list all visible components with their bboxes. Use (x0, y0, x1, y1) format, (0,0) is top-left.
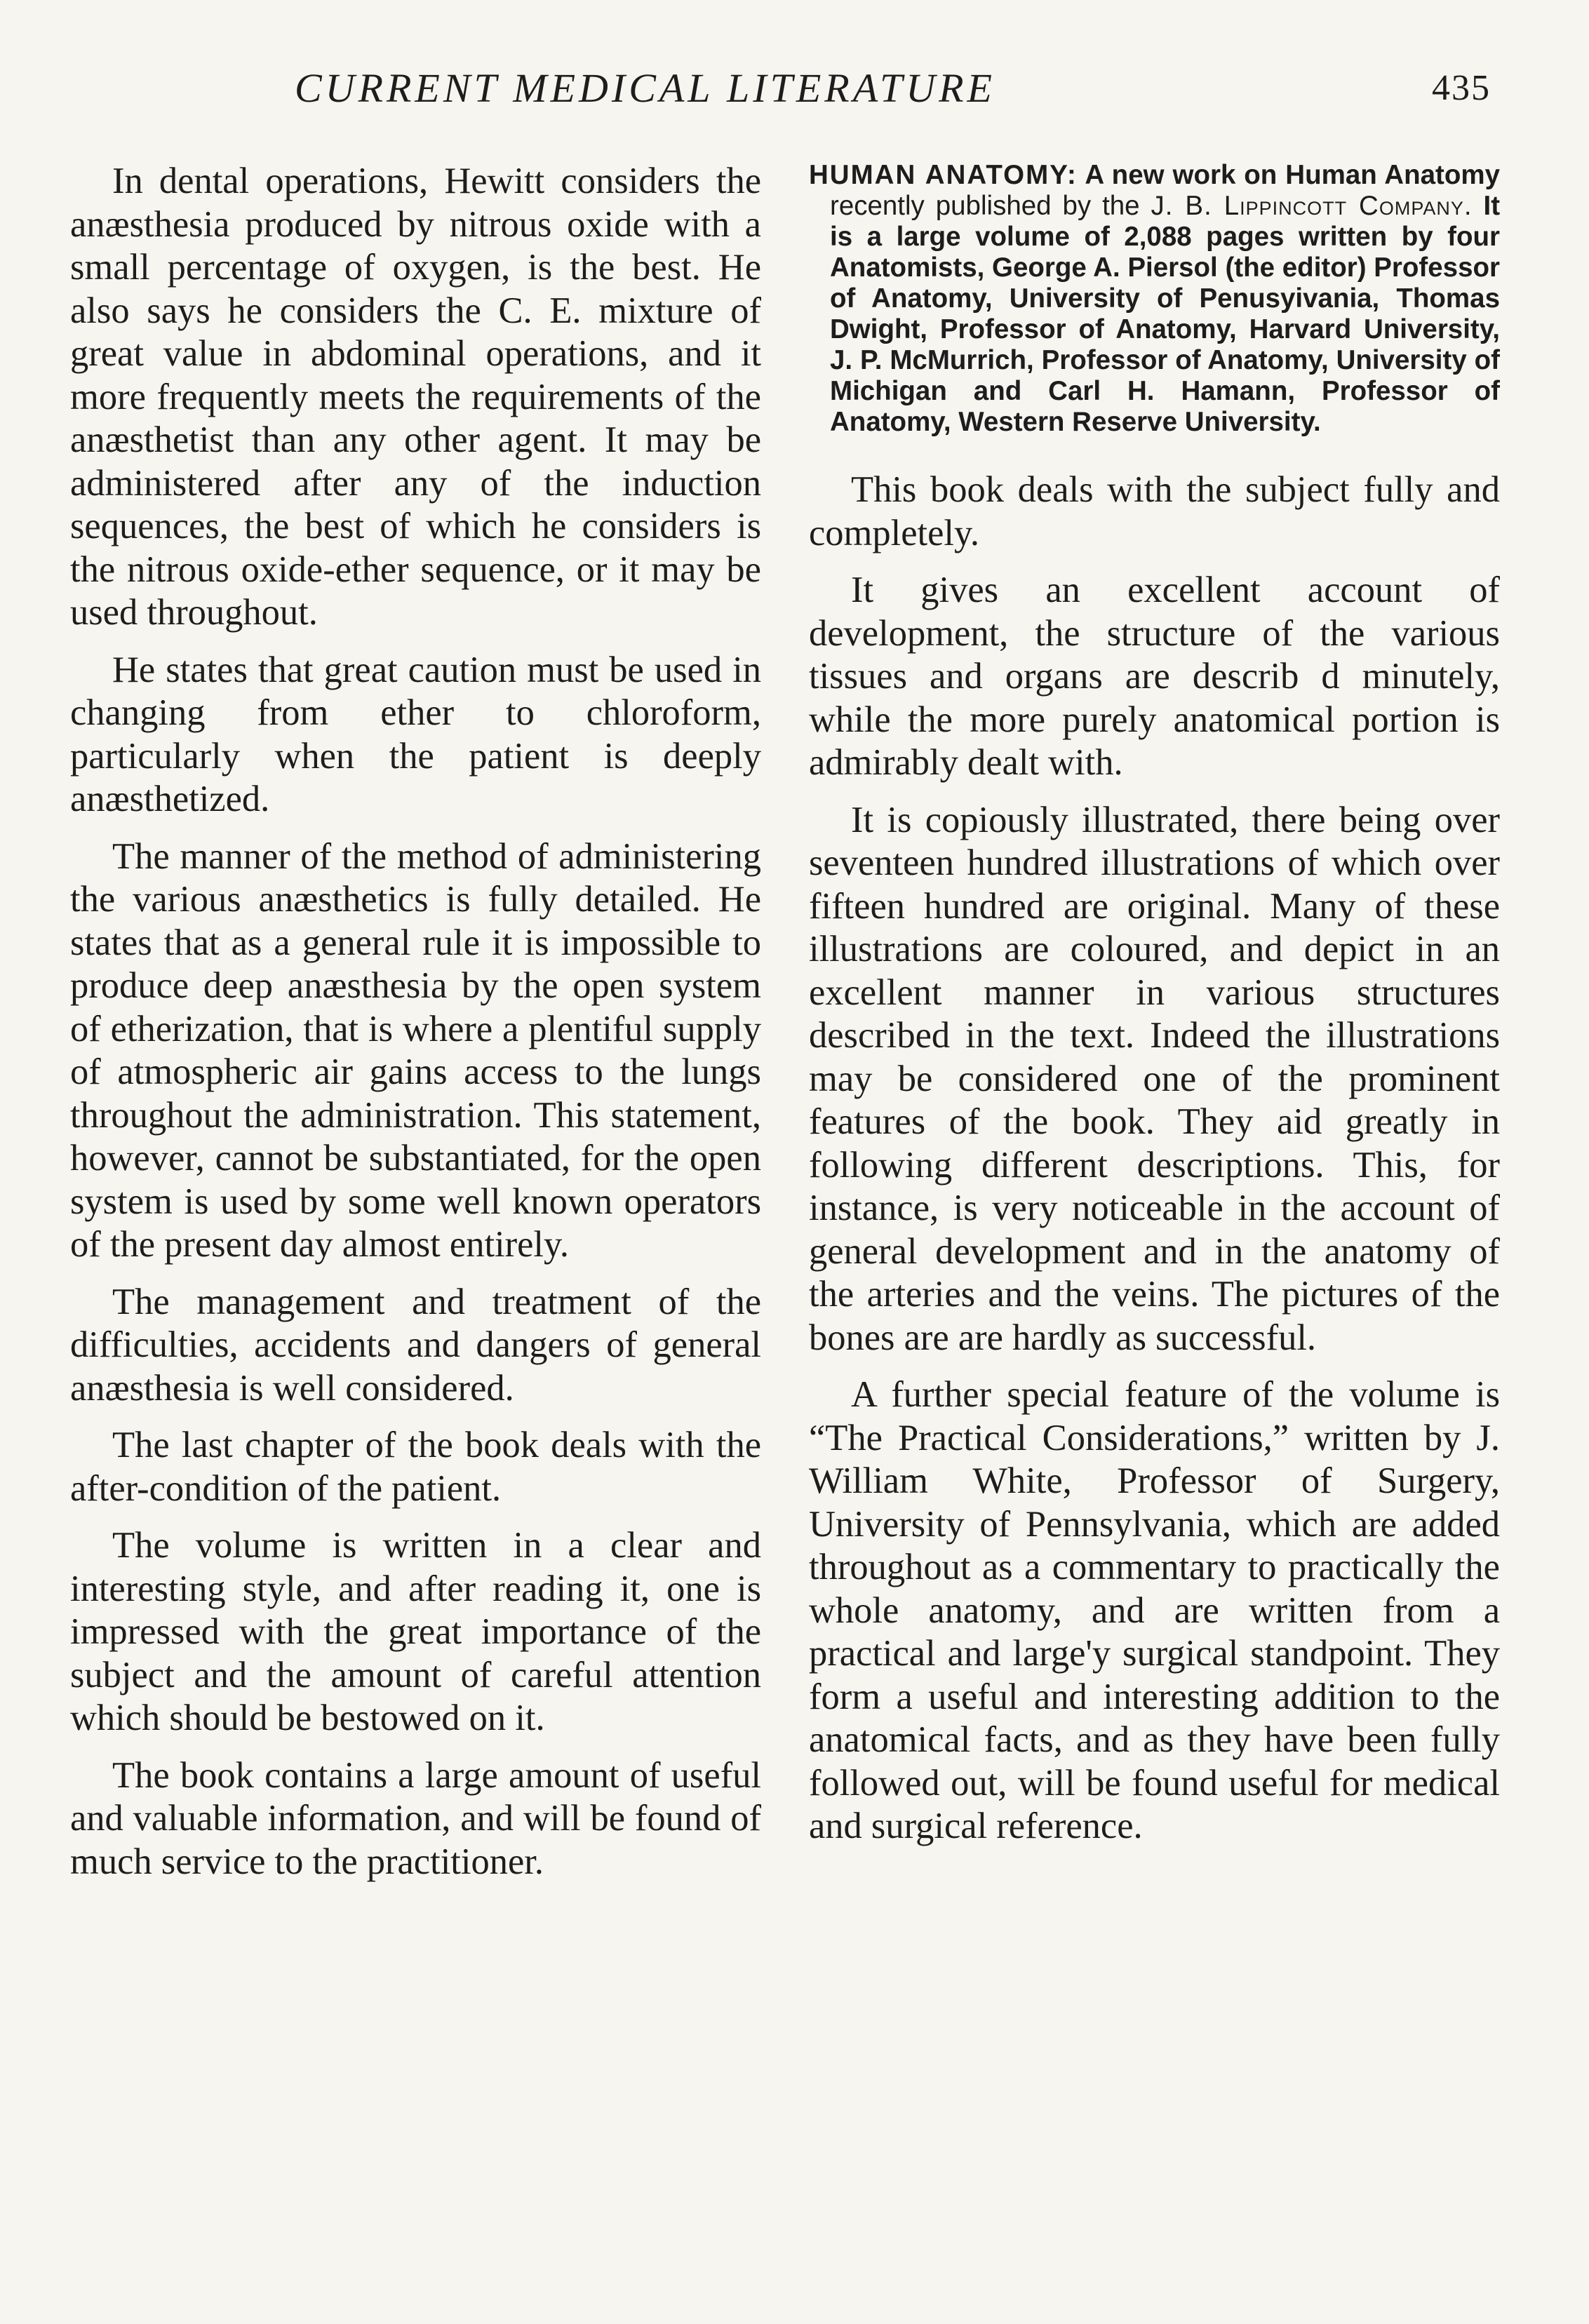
paragraph-caution-chloroform: He states that great caution must be used in changing from ether to chloroform, particularly when the patient is deeply anæsthetized. (70, 649, 761, 819)
notice-heading: HUMAN ANATOMY: (809, 160, 1078, 190)
paragraph-illustrations: It is copiously illustrated, there being over seventeen hundred illustrations of which over fifteen hundred are original. Many of these illustrations are coloured, and depict in an excellent manner in various structures described in the text. Indeed the illustrations may be considered one of the prominent features of the book. They aid greatly in following different descriptions. This, for instance, is very noticeable in the account of general development and in the anatomy of the arteries and the veins. The pictures of the bones are are hardly as successful. (809, 799, 1500, 1358)
right-column (809, 160, 1500, 1862)
notice-body: It is a large volume of 2,088 pages written by four Anatomists, George A. Piersol (the editor) Professor of Anatomy, University of Penusyivania, Thomas Dwight, Professor of Anatomy, Harvard University, J. P. McMurrich, Professor of Anatomy, University of Michigan and Carl H. Hamann, Professor of Anatomy, Western Reserve University. (830, 191, 1501, 437)
notice-published: recently published by the (830, 191, 1140, 221)
paragraph-last-chapter: The last chapter of the book deals with the after-condition of the patient. (70, 1425, 761, 1509)
book-notice (809, 160, 1500, 438)
paragraph-volume-style: The volume is written in a clear and interesting style, and after reading it, one is impressed with the great importance of the subject and the amount of careful attention which should be bestowed on it. (70, 1525, 761, 1738)
paragraph-management-treatment: The management and treatment of the difficulties, accidents and dangers of general anæsthesia is well considered. (70, 1281, 761, 1409)
page-number: 435 (1432, 68, 1491, 108)
running-title: CURRENT MEDICAL LITERATURE (295, 65, 995, 111)
paragraph-book-contains: The book contains a large amount of useful and valuable information, and will be found of much service to the practitioner. (70, 1754, 761, 1882)
paragraph-development-account: It gives an excellent account of development, the structure of the various tissues and organs are describ d minutely, while the more purely anatomical portion is admirably dealt with. (809, 570, 1500, 783)
paragraph-deals-with-subject: This book deals with the subject fully and completely. (809, 469, 1500, 553)
paragraph-practical-considerations: A further special feature of the volume is “The Practical Considerations,” written by J. William White, Professor of Surgery, University of Pennsylvania, which are added throughout as a commentary to practically the whole anatomy, and are written from a practical and large'y surgical standpoint. They form a useful and interesting addition to the anatomical facts, and as they have been fully followed out, will be found useful for medical and surgical reference. (809, 1374, 1500, 1846)
paragraph-dental-operations: In dental operations, Hewitt considers the anæsthesia produced by nitrous oxide with a small percentage of oxygen, is the best. He also says he considers the C. E. mixture of great value in abdominal operations, and it more frequently meets the requirements of the anæsthetist than any other agent. It may be administered after any of the induction sequences, the best of which he considers is the nitrous oxide-ether sequence, or it may be used throughout. (70, 161, 761, 633)
notice-lead: A new work on Human Anatomy (1085, 160, 1500, 190)
paragraph-method-administering: The manner of the method of administering the various anæsthetics is fully detailed. He states that as a general rule it is impossible to produce deep anæsthesia by the open system of etherization, that is where a plentiful supply of atmospheric air gains access to the lungs throughout the administration. This statement, however, cannot be substantiated, for the open system is used by some well known operators of the present day almost entirely. (70, 835, 761, 1265)
notice-publisher: J. B. Lippincott Company. (1151, 191, 1473, 221)
left-column (70, 160, 761, 1898)
